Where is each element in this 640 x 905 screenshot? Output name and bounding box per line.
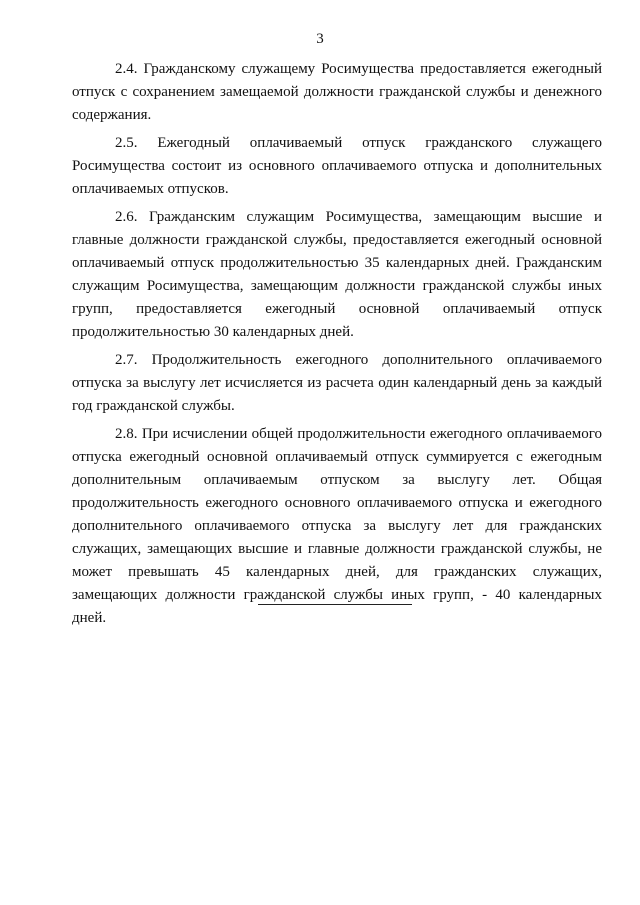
paragraph-2-8: 2.8. При исчислении общей продолжительности ежегодного оплачиваемого отпуска ежегодный основной оплачиваемый отпуск суммируется с ежегодным дополнительным оплачиваемым отпуском за выслугу лет. Общая продолжительность ежегодного основного оплачиваемого отпуска и ежегодного дополнительного оплачиваемого отпуска за выслугу лет для гражданских служащих, замещающих высшие и главные должности гражданской службы, не может превышать 45 календарных дней, для гражданских служащих, замещающих должности гражданской службы иных групп, - 40 календарных дней. bbox=[72, 426, 602, 626]
document-body bbox=[72, 58, 602, 635]
paragraph-2-7: 2.7. Продолжительность ежегодного дополнительного оплачиваемого отпуска за выслугу лет исчисляется из расчета один календарный день за каждый год гражданской службы. bbox=[72, 352, 602, 414]
paragraph-2-4: 2.4. Гражданскому служащему Росимущества предоставляется ежегодный отпуск с сохранением замещаемой должности гражданской службы и денежного содержания. bbox=[72, 61, 602, 123]
paragraph-2-6: 2.6. Гражданским служащим Росимущества, замещающим высшие и главные должности гражданской службы, предоставляется ежегодный основной оплачиваемый отпуск продолжительностью 35 календарных дней. Гражданским служащим Росимущества, замещающим должности гражданской службы иных групп, предоставляется ежегодный основной оплачиваемый отпуск продолжительностью 30 календарных дней. bbox=[72, 209, 602, 340]
paragraph-2-5: 2.5. Ежегодный оплачиваемый отпуск гражданского служащего Росимущества состоит из основного оплачиваемого отпуска и дополнительных оплачиваемых отпусков. bbox=[72, 135, 602, 197]
page-number: 3 bbox=[316, 31, 324, 47]
end-divider-line bbox=[258, 604, 412, 605]
